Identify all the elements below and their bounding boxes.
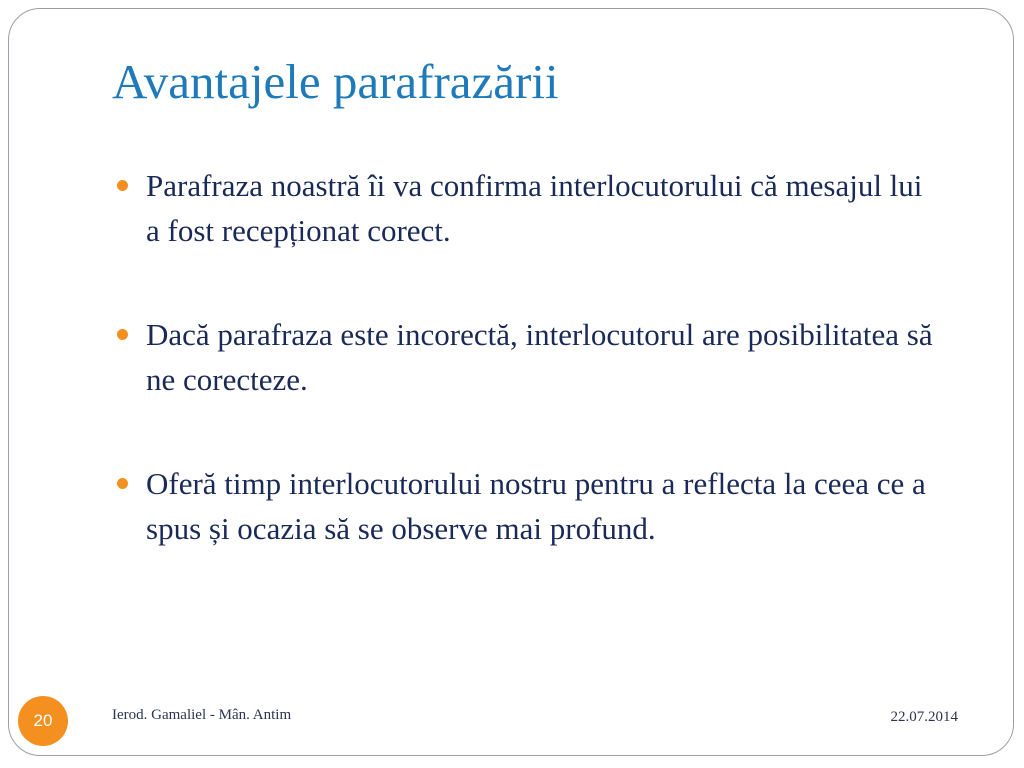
bullet-text: Parafraza noastră îi va confirma interlocutorului că mesajul lui a fost recepționat corect. bbox=[146, 168, 923, 248]
bullet-dot-icon bbox=[117, 180, 128, 191]
page-number-badge: 20 bbox=[18, 696, 68, 746]
footer-date: 22.07.2014 bbox=[890, 709, 958, 725]
bullet-list bbox=[117, 163, 937, 551]
slide-title: Avantajele parafrazării bbox=[112, 54, 559, 109]
bullet-item-confirmation bbox=[117, 163, 937, 253]
bullet-item-correction bbox=[117, 312, 937, 402]
bullet-text: Oferă timp interlocutorului nostru pentru a reflecta la ceea ce a spus și ocazia să se observe mai profund. bbox=[146, 466, 926, 546]
bullet-item-reflection bbox=[117, 461, 937, 551]
bullet-dot-icon bbox=[117, 329, 128, 340]
footer-author: Ierod. Gamaliel - Mân. Antim bbox=[112, 707, 292, 723]
bullet-dot-icon bbox=[117, 478, 128, 489]
bullet-text: Dacă parafraza este incorectă, interlocutorul are posibilitatea să ne corecteze. bbox=[146, 317, 933, 397]
